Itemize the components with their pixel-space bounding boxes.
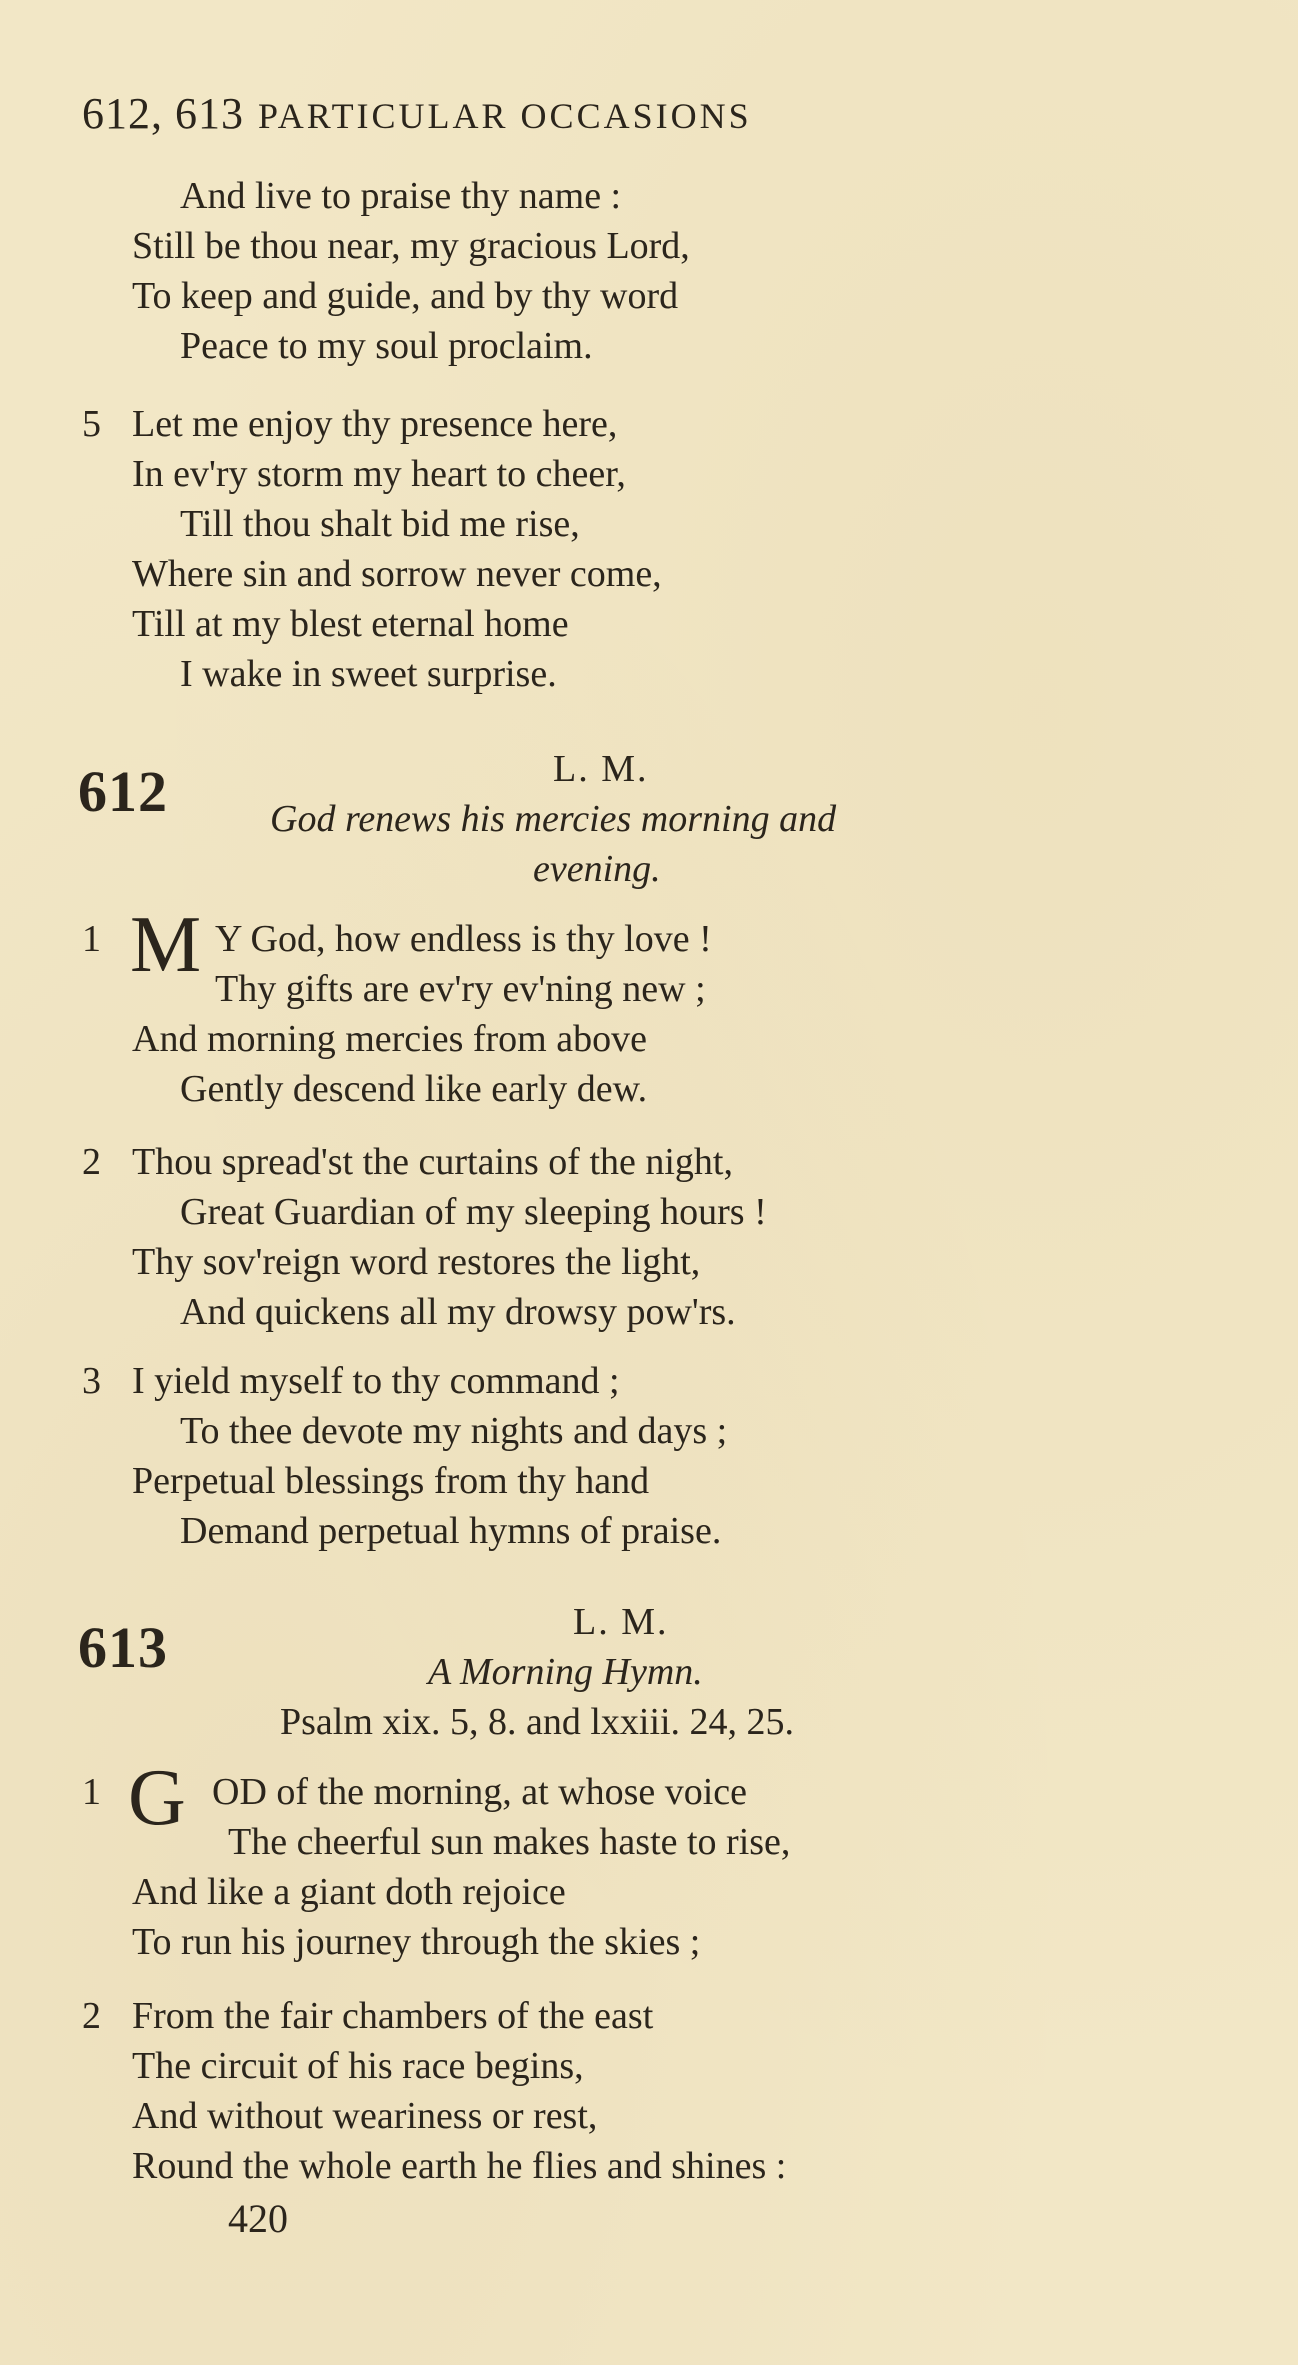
- verse-number: 2: [82, 1141, 101, 1183]
- verse-line: Thy gifts are ev'ry ev'ning new ;: [215, 968, 706, 1010]
- verse-line: Still be thou near, my gracious Lord,: [132, 225, 690, 267]
- verse-line: Demand perpetual hymns of praise.: [180, 1510, 722, 1552]
- page-number: 420: [228, 2196, 288, 2241]
- hymn-number: 613: [78, 1615, 168, 1680]
- verse-line: Great Guardian of my sleeping hours !: [180, 1191, 767, 1233]
- verse-line: The cheerful sun makes haste to rise,: [228, 1821, 791, 1863]
- header-title: PARTICULAR OCCASIONS: [258, 96, 752, 136]
- verse-line: To thee devote my nights and days ;: [180, 1410, 728, 1452]
- verse-line: And morning mercies from above: [132, 1018, 647, 1060]
- verse-line: The circuit of his race begins,: [132, 2045, 584, 2087]
- verse-line: Where sin and sorrow never come,: [132, 553, 662, 595]
- verse-line: Let me enjoy thy presence here,: [132, 403, 618, 445]
- verse-line: Round the whole earth he flies and shines :: [132, 2145, 787, 2187]
- verse-line: And live to praise thy name :: [180, 175, 622, 217]
- verse-line: Perpetual blessings from thy hand: [132, 1460, 650, 1502]
- drop-cap: M: [130, 901, 202, 989]
- verse-line: And like a giant doth rejoice: [132, 1871, 566, 1913]
- verse-number: 1: [82, 918, 101, 960]
- verse-line: I yield myself to thy command ;: [132, 1360, 620, 1402]
- verse-number: 5: [82, 403, 101, 445]
- drop-cap: G: [128, 1754, 186, 1842]
- running-header: [82, 88, 752, 139]
- verse-line: Till thou shalt bid me rise,: [180, 503, 580, 545]
- verse-line: I wake in sweet surprise.: [180, 653, 557, 695]
- hymn-meter: L. M.: [573, 1601, 669, 1643]
- verse-line: Till at my blest eternal home: [132, 603, 569, 645]
- verse-number: 3: [82, 1360, 101, 1402]
- verse-line: From the fair chambers of the east: [132, 1995, 654, 2037]
- hymn-subtitle-continued: evening.: [533, 848, 661, 890]
- scripture-reference: Psalm xix. 5, 8. and lxxiii. 24, 25.: [280, 1701, 795, 1743]
- verse-line: Thy sov'reign word restores the light,: [132, 1241, 701, 1283]
- hymn-subtitle: God renews his mercies morning and: [270, 798, 837, 840]
- hymn-meter: L. M.: [553, 748, 649, 790]
- verse-line: OD of the morning, at whose voice: [212, 1771, 748, 1813]
- verse-line: Y God, how endless is thy love !: [215, 918, 712, 960]
- verse-number: 2: [82, 1995, 101, 2037]
- verse-line: Peace to my soul proclaim.: [180, 325, 593, 367]
- header-hymn-range: 612, 613: [82, 89, 244, 138]
- verse-line: Thou spread'st the curtains of the night,: [132, 1141, 733, 1183]
- verse-line: And without weariness or rest,: [132, 2095, 598, 2137]
- verse-line: In ev'ry storm my heart to cheer,: [132, 453, 626, 495]
- hymn-subtitle: A Morning Hymn.: [428, 1651, 703, 1693]
- verse-number: 1: [82, 1771, 101, 1813]
- verse-line: To keep and guide, and by thy word: [132, 275, 679, 317]
- hymn-number: 612: [78, 759, 168, 824]
- verse-line: Gently descend like early dew.: [180, 1068, 648, 1110]
- verse-line: To run his journey through the skies ;: [132, 1921, 701, 1963]
- verse-line: And quickens all my drowsy pow'rs.: [180, 1291, 736, 1333]
